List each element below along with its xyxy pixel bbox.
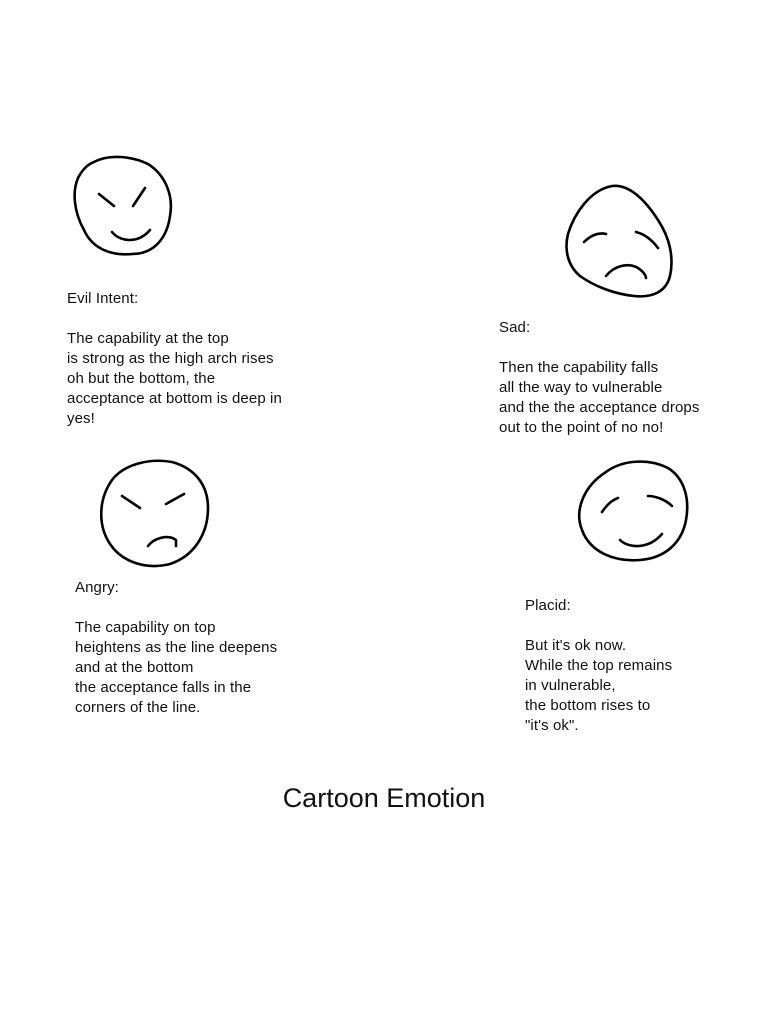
angry-caption [75, 578, 277, 718]
evil-intent-line-3: oh but the bottom, the [67, 370, 216, 387]
placid-line-4: the bottom rises to [525, 697, 651, 714]
sad-line-1: Then the capability falls [499, 359, 659, 376]
evil-intent-line-5: yes! [67, 410, 95, 427]
sad-left-eye [584, 233, 606, 242]
evil-intent-left-brow [99, 194, 114, 206]
angry-title: Angry: [75, 579, 119, 596]
sad-face [558, 180, 678, 304]
sad-title: Sad: [499, 319, 531, 336]
angry-line-3: and at the bottom [75, 659, 194, 676]
sad-caption [499, 318, 699, 438]
angry-line-2: heightens as the line deepens [75, 639, 278, 656]
evil-intent-line-2: is strong as the high arch rises [67, 350, 274, 367]
angry-line-4: the acceptance falls in the [75, 679, 252, 696]
angry-right-brow [166, 494, 184, 504]
sad-line-3: and the the acceptance drops [499, 399, 700, 416]
angry-face [92, 456, 216, 574]
evil-intent-face [66, 150, 186, 268]
placid-caption [525, 596, 672, 736]
page-title: Cartoon Emotion [282, 783, 486, 813]
angry-face-outline [101, 461, 208, 566]
sad-frown [606, 265, 646, 278]
placid-right-eye [648, 496, 672, 506]
placid-face [572, 454, 696, 572]
placid-line-2: While the top remains [525, 657, 673, 674]
evil-intent-caption [67, 289, 282, 429]
evil-intent-title: Evil Intent: [67, 290, 139, 307]
evil-intent-line-1: The capability at the top [67, 330, 229, 347]
sad-line-2: all the way to vulnerable [499, 379, 663, 396]
angry-frown [148, 537, 176, 546]
placid-left-eye [602, 498, 618, 512]
placid-line-5: "it's ok". [525, 717, 579, 734]
sad-face-outline [567, 186, 672, 297]
placid-line-1: But it's ok now. [525, 637, 627, 654]
sad-right-eye [636, 232, 658, 248]
angry-line-5: corners of the line. [75, 699, 201, 716]
evil-intent-line-4: acceptance at bottom is deep in [67, 390, 282, 407]
angry-line-1: The capability on top [75, 619, 216, 636]
placid-line-3: in vulnerable, [525, 677, 616, 694]
placid-smile [620, 534, 662, 546]
sad-line-4: out to the point of no no! [499, 419, 664, 436]
evil-intent-smile [112, 230, 150, 240]
angry-left-brow [122, 496, 140, 508]
evil-intent-right-brow [133, 188, 145, 206]
placid-title: Placid: [525, 597, 571, 614]
